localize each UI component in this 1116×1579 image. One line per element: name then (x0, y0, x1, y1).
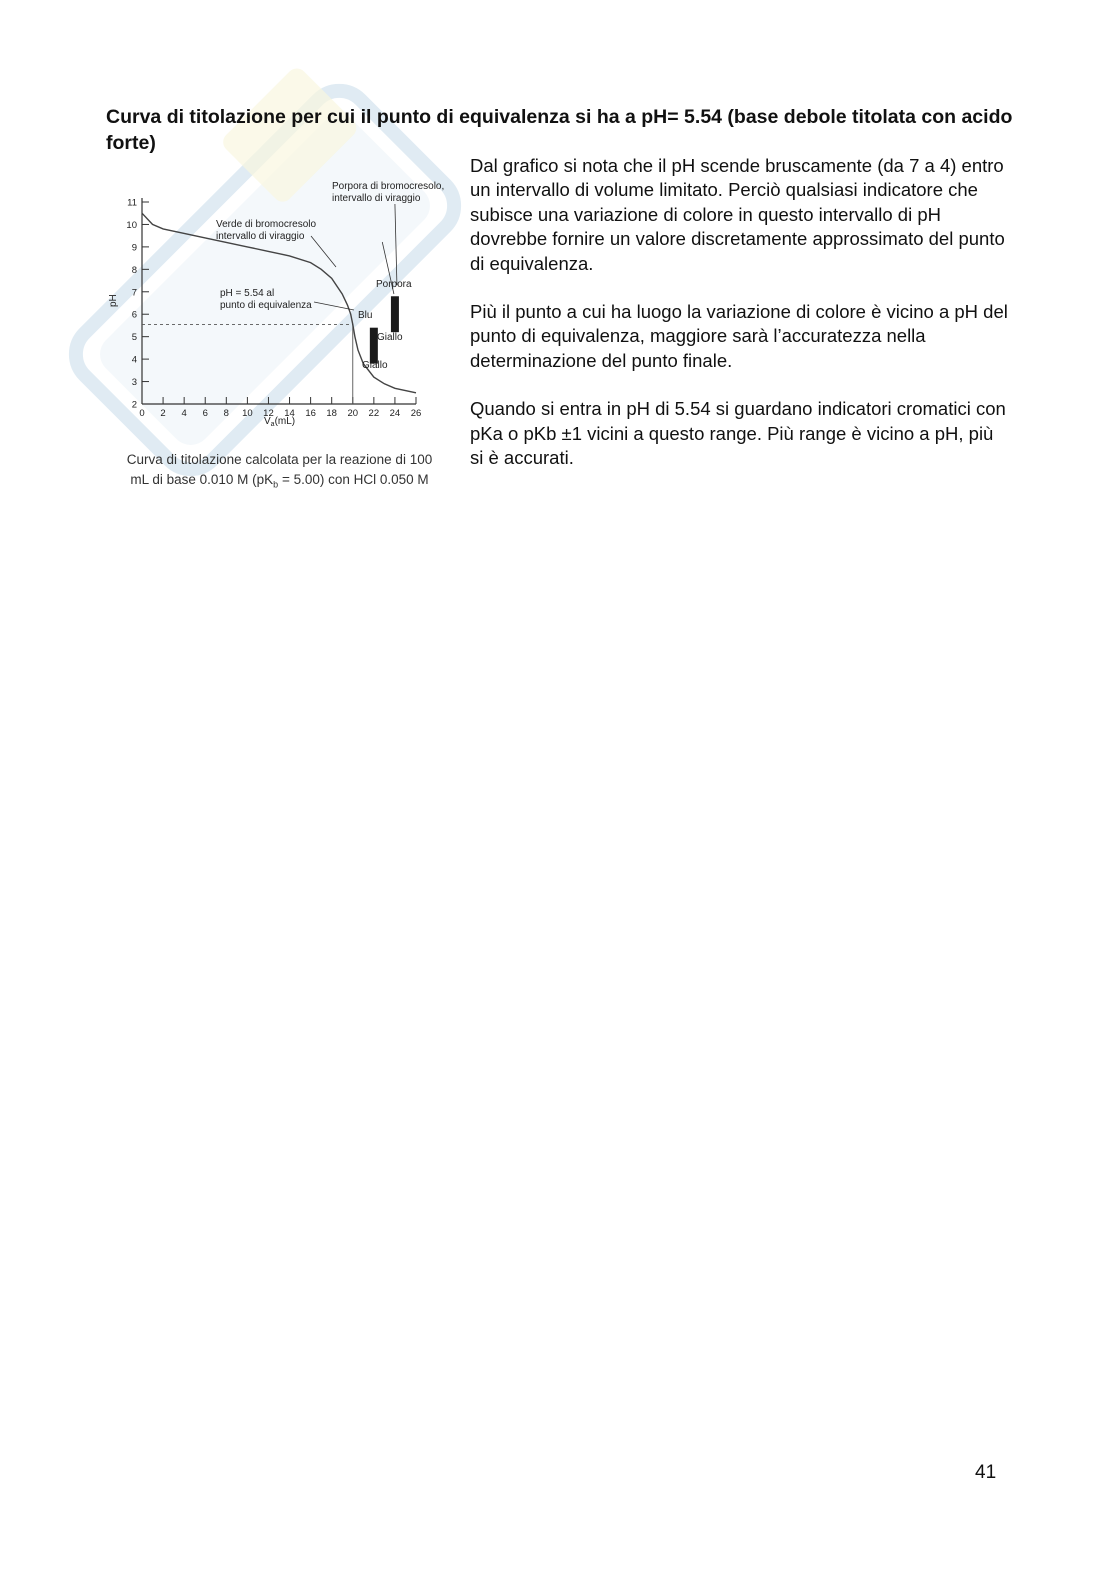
annotation-giallo-lower: Giallo (362, 360, 388, 371)
annotation-giallo-upper: Giallo (377, 332, 403, 343)
x-tick-label: 12 (263, 408, 274, 419)
y-tick-label: 8 (131, 264, 137, 276)
annotation-leader-line (311, 236, 336, 267)
x-tick-label: 2 (160, 408, 166, 419)
y-tick-label: 7 (131, 287, 137, 299)
annotation-verde-range-line2: intervallo di viraggio (216, 231, 305, 242)
annotation-porpora: Porpora (376, 279, 412, 290)
paragraph-1: Dal grafico si nota che il pH scende bruscamente (da 7 a 4) entro un intervallo di volume limitato. Perciò qualsiasi indicatore che subisce una variazione di colore in questo intervallo di pH dovrebbe fornire un valore discretamente approssimato del punto di equivalenza. (470, 155, 1005, 274)
annotation-verde-range-line1: Verde di bromocresolo (216, 219, 317, 230)
x-tick-label: 26 (410, 408, 422, 419)
x-tick-label: 22 (368, 408, 380, 419)
y-tick-label: 4 (131, 354, 137, 366)
body-text (470, 154, 1010, 494)
y-tick-label: 5 (131, 332, 137, 344)
titration-curve-chart (106, 172, 456, 442)
x-tick-label: 14 (284, 408, 295, 419)
x-tick-label: 24 (389, 408, 401, 419)
section-heading: Curva di titolazione per cui il punto di equivalenza si ha a pH= 5.54 (base debole titolata con acido forte) (106, 106, 1013, 154)
paragraph-3: Quando si entra in pH di 5.54 si guardano indicatori cromatici con pKa o pKb ±1 vicini a questo range. Più range è vicino a pH, più si è accurati. (470, 398, 1006, 469)
x-tick-label: 0 (139, 408, 145, 419)
annotation-eq-point-line1: pH = 5.54 al (220, 288, 275, 299)
y-axis-label: pH (108, 294, 119, 307)
x-tick-label: 6 (202, 408, 208, 419)
paragraph-2: Più il punto a cui ha luogo la variazione di colore è vicino a pH del punto di equivalenza, maggiore sarà l’accuratezza nella determinazione del punto finale. (470, 301, 1008, 371)
x-tick-label: 18 (326, 408, 337, 419)
x-tick-label: 16 (305, 408, 316, 419)
figure-caption (112, 450, 447, 495)
y-tick-label: 6 (131, 309, 137, 321)
y-tick-label: 2 (131, 399, 137, 411)
y-tick-label: 3 (131, 377, 137, 389)
y-tick-label: 10 (126, 219, 137, 231)
x-tick-label: 20 (347, 408, 359, 419)
caption-line-1: Curva di titolazione calcolata per la reazione di 100 (126, 452, 433, 467)
page-number: 41 (975, 1462, 997, 1483)
x-tick-label: 4 (181, 408, 187, 419)
x-tick-label: 8 (223, 408, 229, 419)
annotation-blu: Blu (358, 310, 373, 321)
x-axis-label: $V_a(mL)$ (264, 416, 296, 428)
annotation-porpora-range-line1: Porpora di bromocresolo, (332, 181, 445, 192)
y-tick-label: 11 (127, 197, 137, 209)
y-tick-label: 9 (131, 242, 137, 254)
annotation-leader-line (395, 204, 397, 285)
caption-line-2: mL di base 0.010 M $(pK_b = 5.00)$ con HCl 0.050 M (130, 472, 429, 490)
annotation-eq-point-line2: punto di equivalenza (220, 300, 312, 311)
annotation-porpora-range-line2: intervallo di viraggio (332, 193, 421, 204)
indicator-range-bar-0 (391, 296, 399, 332)
x-tick-label: 10 (242, 408, 253, 419)
